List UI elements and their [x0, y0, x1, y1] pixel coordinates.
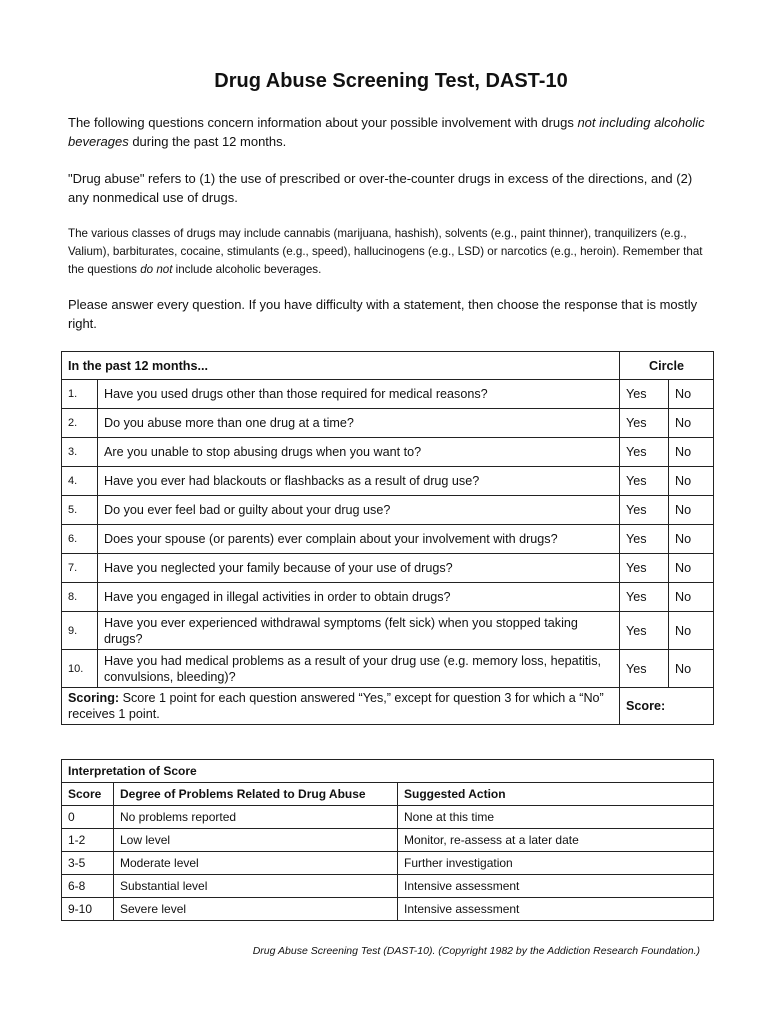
answer-yes[interactable]: Yes: [620, 650, 669, 688]
degree-of-problems: Severe level: [114, 898, 398, 921]
circle-header: Circle: [620, 352, 714, 380]
question-text: Have you neglected your family because of your use of drugs?: [98, 554, 620, 583]
scoring-instructions: [62, 688, 620, 725]
questions-table: [61, 351, 714, 725]
intro-p3-italic: do not: [140, 263, 173, 276]
interpretation-table: [61, 759, 714, 921]
intro-p3-text-2: include alcoholic beverages.: [172, 263, 322, 276]
score-range: 1-2: [62, 829, 114, 852]
question-text: Do you ever feel bad or guilty about your drug use?: [98, 496, 620, 525]
interpretation-title-row: [62, 760, 714, 783]
question-number: 3.: [62, 438, 98, 467]
footer-citation: Drug Abuse Screening Test (DAST-10). (Copyright 1982 by the Addiction Research Foundation.): [252, 945, 700, 957]
answer-yes[interactable]: Yes: [620, 380, 669, 409]
question-text: Have you ever had blackouts or flashbacks as a result of drug use?: [98, 467, 620, 496]
question-row: [62, 583, 714, 612]
interpretation-title: Interpretation of Score: [62, 760, 714, 783]
question-text: Have you used drugs other than those required for medical reasons?: [98, 380, 620, 409]
suggested-action: Intensive assessment: [398, 875, 714, 898]
answer-no[interactable]: No: [669, 380, 714, 409]
answer-no[interactable]: No: [669, 583, 714, 612]
suggested-action: None at this time: [398, 806, 714, 829]
question-row: [62, 438, 714, 467]
interpretation-header-row: [62, 783, 714, 806]
question-row: [62, 467, 714, 496]
question-number: 6.: [62, 525, 98, 554]
answer-no[interactable]: No: [669, 438, 714, 467]
question-text: Have you ever experienced withdrawal symptoms (felt sick) when you stopped taking drugs?: [98, 612, 620, 650]
suggested-action: Monitor, re-assess at a later date: [398, 829, 714, 852]
score-range: 0: [62, 806, 114, 829]
questions-header: In the past 12 months...: [62, 352, 620, 380]
page-title: Drug Abuse Screening Test, DAST-10: [214, 70, 568, 92]
interpretation-row: [62, 898, 714, 921]
question-number: 7.: [62, 554, 98, 583]
question-number: 10.: [62, 650, 98, 688]
score-field[interactable]: Score:: [620, 688, 714, 725]
answer-yes[interactable]: Yes: [620, 438, 669, 467]
question-text: Does your spouse (or parents) ever complain about your involvement with drugs?: [98, 525, 620, 554]
question-row: [62, 554, 714, 583]
question-number: 4.: [62, 467, 98, 496]
question-row: [62, 612, 714, 650]
answer-yes[interactable]: Yes: [620, 496, 669, 525]
degree-of-problems: Moderate level: [114, 852, 398, 875]
interpretation-row: [62, 852, 714, 875]
answer-no[interactable]: No: [669, 496, 714, 525]
degree-of-problems: No problems reported: [114, 806, 398, 829]
suggested-action: Intensive assessment: [398, 898, 714, 921]
answer-yes[interactable]: Yes: [620, 409, 669, 438]
degree-of-problems: Low level: [114, 829, 398, 852]
scoring-row: [62, 688, 714, 725]
intro-p3-text-1: The various classes of drugs may include cannabis (marijuana, hashish), solvents (e.g., paint thinner), tranquilizers (e.g., Valium), barbiturates, cocaine, stimulants (e.g., speed), hallucinogens (e.g., LSD) or narcotics (e.g., heroin). Remember that the questions: [68, 227, 703, 276]
answer-no[interactable]: No: [669, 650, 714, 688]
answer-no[interactable]: No: [669, 467, 714, 496]
intro-paragraph-3: [68, 225, 708, 279]
question-text: Have you engaged in illegal activities in order to obtain drugs?: [98, 583, 620, 612]
question-text: Are you unable to stop abusing drugs when you want to?: [98, 438, 620, 467]
intro-paragraph-4: Please answer every question. If you have difficulty with a statement, then choose the response that is mostly right.: [68, 297, 698, 331]
question-number: 2.: [62, 409, 98, 438]
interpretation-row: [62, 875, 714, 898]
answer-no[interactable]: No: [669, 525, 714, 554]
answer-no[interactable]: No: [669, 612, 714, 650]
questions-header-row: [62, 352, 714, 380]
answer-yes[interactable]: Yes: [620, 525, 669, 554]
answer-no[interactable]: No: [669, 554, 714, 583]
question-number: 8.: [62, 583, 98, 612]
score-range: 3-5: [62, 852, 114, 875]
question-row: [62, 496, 714, 525]
answer-yes[interactable]: Yes: [620, 583, 669, 612]
score-range: 9-10: [62, 898, 114, 921]
answer-no[interactable]: No: [669, 409, 714, 438]
intro-p1-text-1: The following questions concern information about your possible involvement with drugs: [68, 115, 578, 130]
interpretation-column-header: Score: [62, 783, 114, 806]
question-number: 1.: [62, 380, 98, 409]
intro-paragraph-2: "Drug abuse" refers to (1) the use of prescribed or over-the-counter drugs in excess of the directions, and (2) any nonmedical use of drugs.: [68, 171, 693, 205]
scoring-text: Score 1 point for each question answered “Yes,” except for question 3 for which a “No” receives 1 point.: [68, 691, 604, 721]
answer-yes[interactable]: Yes: [620, 467, 669, 496]
scoring-label: Scoring:: [68, 691, 120, 705]
intro-paragraph-1: [68, 113, 708, 151]
question-text: Have you had medical problems as a result of your drug use (e.g. memory loss, hepatitis, convulsions, bleeding)?: [98, 650, 620, 688]
intro-p1-text-2: during the past 12 months.: [128, 134, 287, 149]
intro-p1-italic: not including alcoholic beverages: [68, 115, 705, 149]
answer-yes[interactable]: Yes: [620, 612, 669, 650]
interpretation-column-header: Suggested Action: [398, 783, 714, 806]
interpretation-column-header: Degree of Problems Related to Drug Abuse: [114, 783, 398, 806]
question-row: [62, 525, 714, 554]
suggested-action: Further investigation: [398, 852, 714, 875]
question-row: [62, 650, 714, 688]
degree-of-problems: Substantial level: [114, 875, 398, 898]
question-number: 9.: [62, 612, 98, 650]
answer-yes[interactable]: Yes: [620, 554, 669, 583]
question-text: Do you abuse more than one drug at a time?: [98, 409, 620, 438]
question-row: [62, 409, 714, 438]
score-range: 6-8: [62, 875, 114, 898]
interpretation-row: [62, 806, 714, 829]
question-number: 5.: [62, 496, 98, 525]
question-row: [62, 380, 714, 409]
interpretation-row: [62, 829, 714, 852]
